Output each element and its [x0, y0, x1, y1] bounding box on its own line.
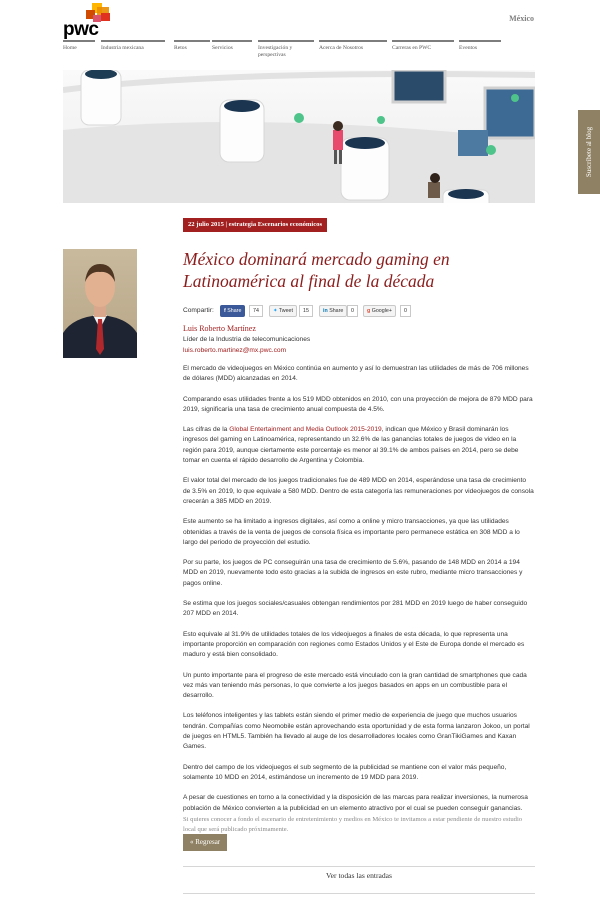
facebook-share-count: 74 — [249, 305, 263, 317]
divider — [183, 866, 535, 867]
closing-note: Si quieres conocer a fondo el escenario de entretenimiento y medios en México te invitamos a estar pendiente de nuestro estudio local que será publicado próximamente. — [183, 816, 523, 833]
twitter-tweet-label: Tweet — [278, 308, 293, 314]
paragraph: Comparando esas utilidades frente a los 519 MDD obtenidos en 2010, con una proyección de mejora de 879 MDD para 2019, significaría una tasa de crecimiento anual compuesta de 4.5%. — [183, 395, 533, 413]
linkedin-share-label: Share — [329, 308, 344, 314]
google-plus-count: 0 — [400, 305, 411, 317]
twitter-tweet-count: 15 — [299, 305, 313, 317]
paragraph: El valor total del mercado de los juegos tradicionales fue de 489 MDD en 2014, esperándose una tasa de crecimiento de 3.5% en 2019, lo que equivale a 580 MDD. Dentro de esta categoría las remuneraciones por videojuegos de consola crecerán a 385 MDD en 2019. — [183, 477, 534, 505]
author-role: Líder de la Industria de telecomunicaciones — [183, 336, 311, 343]
linkedin-share-button[interactable] — [319, 305, 347, 317]
article-title: México dominará mercado gaming en Latinoamérica al final de la década — [183, 249, 450, 291]
twitter-icon: ✦ — [273, 308, 278, 314]
author-photo — [63, 249, 137, 358]
pwc-logo[interactable] — [63, 3, 113, 39]
author-block — [183, 323, 533, 356]
paragraph: El mercado de videojuegos en México continúa en aumento y así lo demuestran las utilidades de más de 706 millones de dólares (MDD) alcanzadas en 2014. — [183, 365, 529, 383]
date-category-bar[interactable]: 22 julio 2015 | estrategia Escenarios económicos — [183, 218, 327, 232]
nav-item-carreras[interactable]: Carreras en PWC — [392, 40, 454, 52]
facebook-share-button[interactable] — [220, 305, 245, 317]
outlook-report-link[interactable]: Global Entertainment and Media Outlook 2015-2019 — [229, 426, 382, 434]
main-nav — [63, 40, 535, 64]
article-body — [183, 364, 535, 824]
nav-item-acerca[interactable]: Acerca de Nosotros — [319, 40, 387, 52]
paragraph — [183, 425, 535, 466]
back-button[interactable]: « Regresar — [183, 834, 227, 851]
nav-item-servicios[interactable]: Servicios — [212, 40, 252, 52]
paragraph: Por su parte, los juegos de PC conseguirán una tasa de crecimiento de 5.6%, pasando de 148 MDD en 2014 a 194 MDD en 2019, nuevamente todo esto gracias a la subida de ingresos en este rubro, mediante micro transacciones y pagos online. — [183, 559, 523, 587]
paragraph: A pesar de cuestiones en torno a la conectividad y la disposición de las marcas para realizar inversiones, la numerosa población de México convierten a la publicidad en un elemento atractivo por el cual se pueden conseguir ganancias. — [183, 794, 528, 812]
subscribe-blog-label: Suscríbete al blog — [585, 126, 593, 178]
paragraph: Se estima que los juegos sociales/casuales obtengan rendimientos por 281 MDD en 2019 luego de haber conseguido 207 MDD en 2014. — [183, 600, 528, 618]
nav-item-home[interactable]: Home — [63, 40, 95, 52]
facebook-share-label: Share — [227, 308, 242, 314]
linkedin-icon: in — [323, 308, 328, 314]
paragraph: Un punto importante para el progreso de este mercado está vinculado con la gran cantidad de smartphones que cada vez más van teniendo más personas, lo que convierte a los juegos basados en apps en un combustible para el desarrollo. — [183, 671, 527, 700]
share-label: Compartir: — [183, 307, 214, 314]
paragraph-text: , indican que México y Brasil dominarán los ingresos del gaming en Latinoamérica, representando un 32.6% de las ganancias totales de juegos de video en la región para 2019, aunque ciertamente este porcentaje es menor al 39.1% de ambos países en 2014, pero se debe tomar en cuenta el rápido desarrollo de Argentina y Colombia. — [183, 426, 519, 465]
logo-text: pwc — [63, 19, 99, 40]
paragraph: Dentro del campo de los videojuegos el sub segmento de la publicidad se mantiene con el valor más pequeño, solamente 10 MDD en 2014, estimándose un incremento de 19 MDD para 2019. — [183, 763, 507, 781]
facebook-icon: f — [224, 308, 226, 314]
paragraph: Esto equivale al 31.9% de utilidades totales de los videojuegos a finales de esta década, lo que representa una importante proporción en comparación con regiones como Estados Unidos y el Este de Europa donde el mercado es maduro y está bien consolidado. — [183, 630, 525, 659]
google-plus-button[interactable] — [363, 305, 396, 317]
nav-item-industria[interactable]: Industria mexicana — [101, 40, 165, 52]
author-name: Luis Roberto Martínez — [183, 324, 256, 333]
hero-image — [63, 70, 535, 203]
nav-item-investigacion[interactable]: Investigación y perspectivas — [258, 40, 314, 59]
country-label[interactable]: México — [509, 14, 534, 23]
nav-item-eventos[interactable]: Eventos — [459, 40, 501, 52]
twitter-tweet-button[interactable] — [269, 305, 297, 317]
all-entries-link[interactable]: Ver todas las entradas — [326, 871, 392, 880]
paragraph-text: Las cifras de la — [183, 426, 230, 434]
paragraph: Este aumento se ha limitado a ingresos digitales, así como a online y micro transacciones, ya que las utilidades obtenidas a través de la venta de juegos de consola física es importante pero permanece estática en 308 MDD a lo largo del periodo de proyección del estudio. — [183, 518, 520, 546]
google-plus-label: Google+ — [371, 308, 392, 314]
share-bar — [183, 304, 535, 318]
nav-item-retos[interactable]: Retos — [174, 40, 210, 52]
subscribe-blog-tab[interactable] — [578, 110, 600, 194]
google-plus-icon: g — [367, 308, 371, 314]
author-email[interactable]: luis.roberto.martinez@mx.pwc.com — [183, 347, 287, 354]
divider — [183, 893, 535, 894]
paragraph: Los teléfonos inteligentes y las tablets están siendo el primer medio de experiencia de juego que muchos usuarios tendrán. Compañías como Neomobile están aprovechando esta oportunidad y de esta forma lanzaron Jokoo, un portal de juegos en HTML5. También ha llevado al auge de los desarrolladores locales como GranTikiGames and Kaxan Games. — [183, 712, 530, 751]
linkedin-share-count: 0 — [347, 305, 358, 317]
